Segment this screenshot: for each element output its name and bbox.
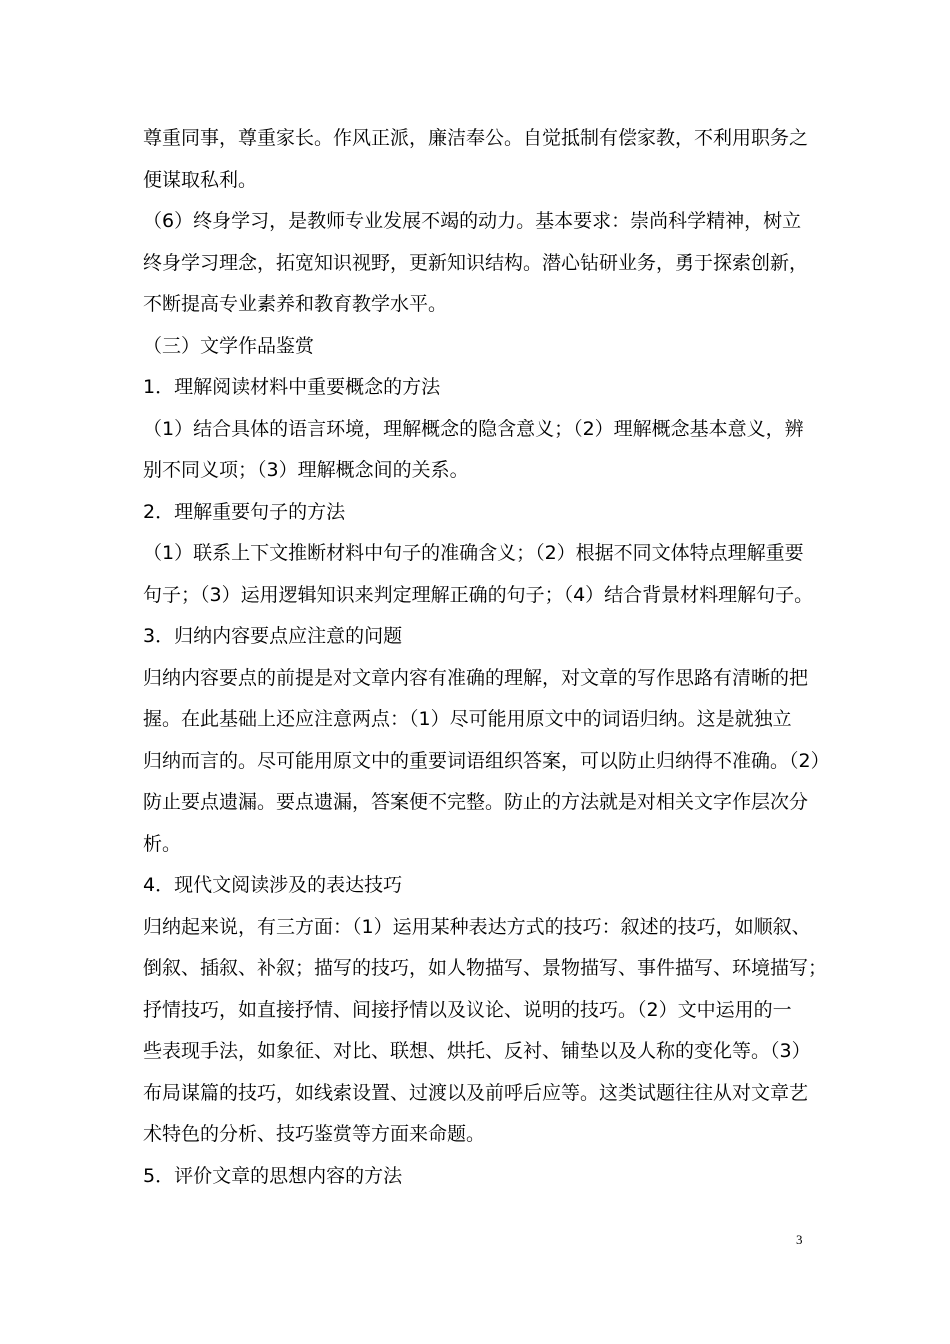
text-line: 抒情技巧，如直接抒情、间接抒情以及议论、说明的技巧。（2）文中运用的一 <box>143 998 792 1021</box>
text-line: 倒叙、插叙、补叙；描写的技巧，如人物描写、景物描写、事件描写、环境描写； <box>143 957 828 979</box>
text-line: 别不同义项；（3）理解概念间的关系。 <box>143 459 469 481</box>
text-line: 终身学习理念，拓宽知识视野，更新知识结构。潜心钻研业务，勇于探索创新， <box>143 251 809 274</box>
text-line: 归纳内容要点的前提是对文章内容有准确的理解，对文章的写作思路有清晰的把 <box>143 666 809 689</box>
subsection-heading: 3．归纳内容要点应注意的问题 <box>143 625 403 647</box>
subsection-heading: 1．理解阅读材料中重要概念的方法 <box>143 376 441 398</box>
text-line: 归纳而言的。尽可能用原文中的重要词语组织答案，可以防止归纳得不准确。（2） <box>143 749 830 772</box>
text-line: 归纳起来说，有三方面：（1）运用某种表达方式的技巧：叙述的技巧，如顺叙、 <box>143 915 811 938</box>
text-line: 尊重同事，尊重家长。作风正派，廉洁奉公。自觉抵制有偿家教，不利用职务之 <box>143 127 809 149</box>
text-line: （1）结合具体的语言环境，理解概念的隐含意义；（2）理解概念基本意义，辨 <box>143 417 804 440</box>
text-line: （6）终身学习，是教师专业发展不竭的动力。基本要求：崇尚科学精神，树立 <box>143 210 802 232</box>
subsection-heading: 5．评价文章的思想内容的方法 <box>143 1164 403 1187</box>
text-line: 便谋取私利。 <box>143 168 258 191</box>
text-line: 句子；（3）运用逻辑知识来判定理解正确的句子；（4）结合背景材料理解句子。 <box>143 583 814 606</box>
document-body <box>143 118 830 1197</box>
subsection-heading: 4．现代文阅读涉及的表达技巧 <box>143 874 403 896</box>
text-line: （1）联系上下文推断材料中句子的准确含义；（2）根据不同文体特点理解重要 <box>143 542 804 564</box>
text-line: 些表现手法，如象征、对比、联想、烘托、反衬、铺垫以及人称的变化等。（3） <box>143 1040 811 1062</box>
page-number: 3 <box>796 1232 803 1247</box>
text-line: 术特色的分析、技巧鉴赏等方面来命题。 <box>143 1123 486 1145</box>
text-line: 防止要点遗漏。要点遗漏，答案便不完整。防止的方法就是对相关文字作层次分 <box>143 791 809 813</box>
text-line: 握。在此基础上还应注意两点：（1）尽可能用原文中的词语归纳。这是就独立 <box>143 708 792 730</box>
text-line: 析。 <box>143 832 182 855</box>
subsection-heading: 2．理解重要句子的方法 <box>143 500 346 523</box>
section-heading: （三）文学作品鉴赏 <box>143 334 315 357</box>
text-line: 布局谋篇的技巧，如线索设置、过渡以及前呼后应等。这类试题往往从对文章艺 <box>143 1081 809 1104</box>
text-line: 不断提高专业素养和教育教学水平。 <box>143 293 448 315</box>
